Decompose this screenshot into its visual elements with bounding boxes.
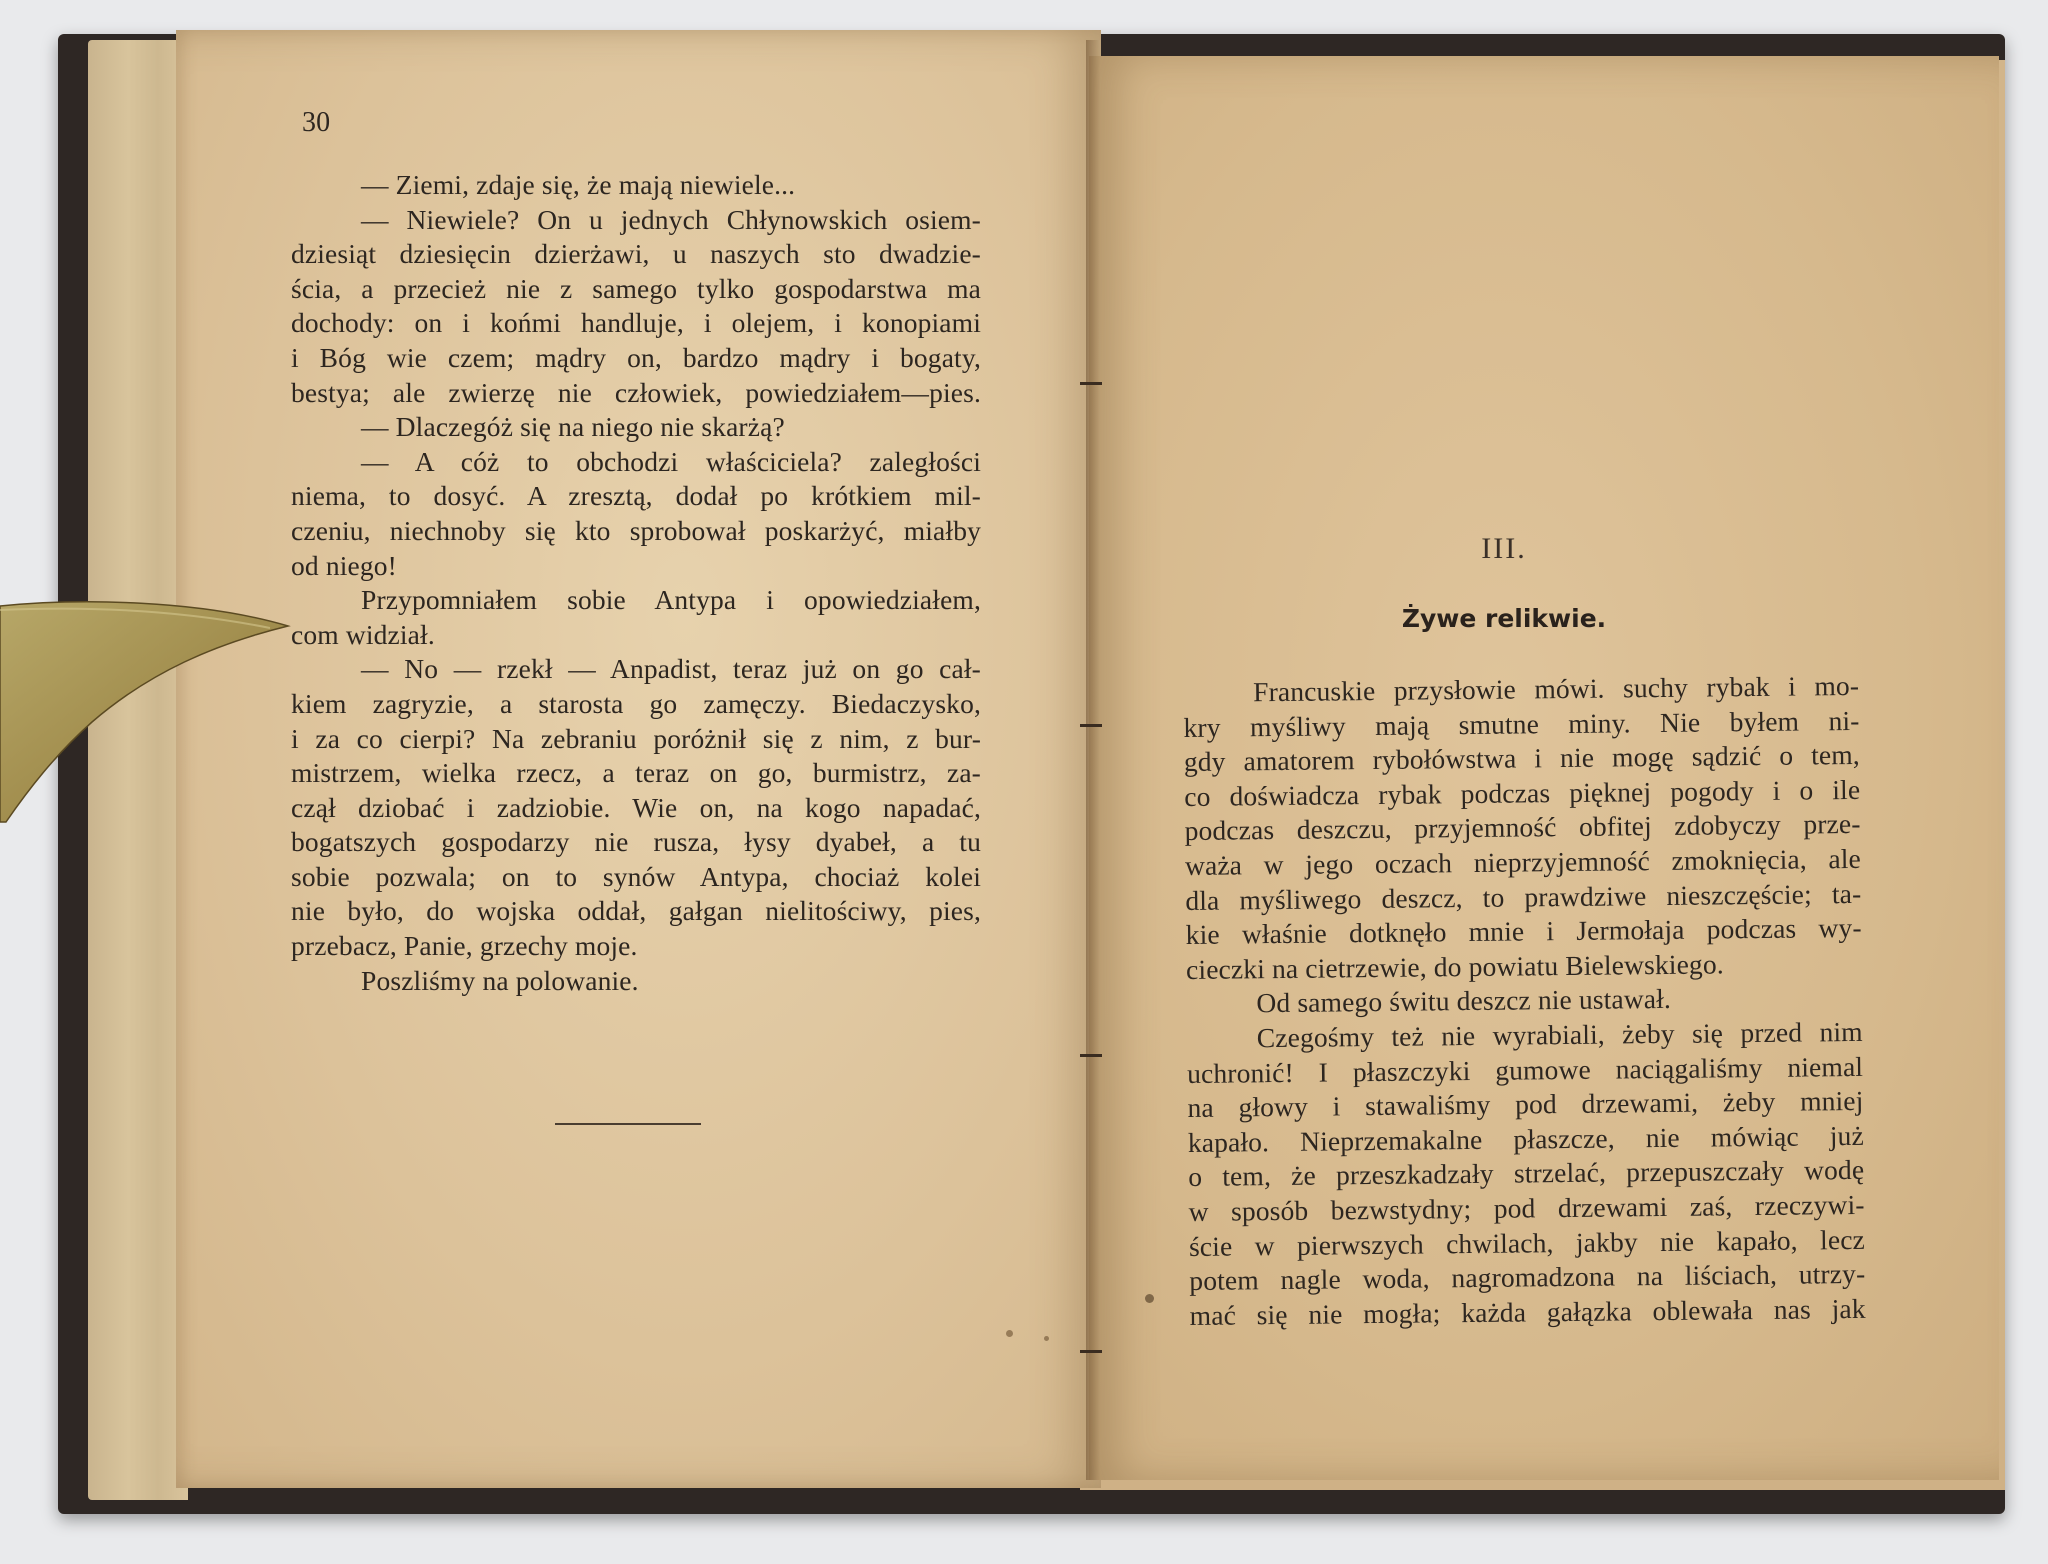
book-gutter <box>1086 40 1100 1480</box>
text-line: gdy amatorem rybołówstwa i nie mogę sądzić o tem, <box>1183 739 1861 778</box>
text-line: ścia, a przecież nie z samego tylko gospodarstwa ma <box>291 272 981 304</box>
text-line: uchronić! I płaszczyki gumowe naciągaliśmy niemal <box>1186 1050 1864 1089</box>
text-line: kiem zagryzie, a starosta go zamęczy. Biedaczysko, <box>291 687 981 719</box>
text-line: cieczki na cietrzewie, do powiatu Bielewskiego. <box>1185 948 1724 985</box>
chapter-title: Żywe relikwie. <box>1401 604 1607 633</box>
text-line: dla myśliwego deszcz, to prawdziwe nieszczęście; ta- <box>1185 877 1862 916</box>
right-page <box>1089 56 1999 1480</box>
text-line: mistrzem, wielka rzecz, a teraz on go, burmistrz, za- <box>291 757 981 789</box>
page-number: 30 <box>302 107 331 138</box>
text-line: co doświadcza rybak podczas pięknej pogody i o ile <box>1184 773 1861 812</box>
text-line: com widział. <box>291 618 435 650</box>
text-line: na głowy i stawaliśmy pod drzewami, żeby mniej <box>1187 1085 1864 1124</box>
text-line: Czegośmy też nie wyrabiali, żeby się przed nim <box>1256 1015 1863 1054</box>
text-line: — Dlaczegóż się na niego nie skarżą? <box>361 411 785 443</box>
text-line: kapało. Nieprzemakalne płaszcze, nie mówiąc już <box>1187 1119 1865 1158</box>
text-line: w sposób bezwstydny; pod drzewami zaś, rzeczywi- <box>1188 1188 1865 1227</box>
binding-stitch <box>1080 724 1102 727</box>
section-divider <box>555 1123 701 1125</box>
text-line: czeniu, niechnoby się kto sprobował poskarżyć, miałby <box>291 514 981 546</box>
text-line: Przypomniałem sobie Antypa i opowiedziałem, <box>361 584 981 616</box>
text-line: niema, to dosyć. A zresztą, dodał po krótkiem mil- <box>291 480 981 512</box>
left-page-text <box>291 168 981 998</box>
text-line: Francuskie przysłowie mówi. suchy rybak i mo- <box>1253 669 1860 708</box>
text-line: o tem, że przeszkadzały strzelać, przepuszczały wodę <box>1188 1154 1865 1193</box>
text-line: dziesiąt dziesięcin dzierżawi, u naszych sto dwadzie- <box>291 238 981 270</box>
right-page-text <box>1183 669 1866 1333</box>
text-line: mać się nie mogła; każda gałązka oblewała nas jak <box>1189 1292 1866 1331</box>
paper-spot <box>1006 1330 1013 1337</box>
binding-stitch <box>1080 1350 1102 1353</box>
text-line: nie było, do wojska oddał, gałgan nielitościwy, pies, <box>291 895 981 927</box>
text-line: przebacz, Panie, grzechy moje. <box>291 930 638 962</box>
text-line: i za co cierpi? Na zebraniu poróżnił się z nim, z bur- <box>291 722 981 754</box>
paper-spot <box>1044 1336 1049 1341</box>
text-line: bogatszych gospodarzy nie rusza, łysy dyabeł, a tu <box>291 826 981 858</box>
text-line: od niego! <box>291 549 397 581</box>
text-line: kie właśnie dotknęło mnie i Jermołaja podczas wy- <box>1185 912 1862 951</box>
text-line: podczas deszczu, przyjemność obfitej zdobyczy prze- <box>1184 808 1861 847</box>
text-line: kry myśliwy mają smutne miny. Nie byłem ni- <box>1183 704 1860 743</box>
text-line: czął dziobać i zadziobie. Wie on, na kogo napadać, <box>291 791 981 823</box>
text-line: sobie pozwala; on to synów Antypa, chociaż kolei <box>291 860 981 892</box>
left-page <box>176 30 1101 1488</box>
bookmark <box>0 590 300 830</box>
paper-spot <box>1145 1294 1154 1303</box>
text-line: Poszliśmy na polowanie. <box>361 964 639 996</box>
text-line: ście w pierwszych chwilach, jakby nie kapało, lecz <box>1188 1223 1866 1262</box>
text-line: potem nagle woda, nagromadzona na liściach, utrzy- <box>1189 1257 1866 1297</box>
chapter-number: III. <box>1481 532 1527 565</box>
text-line: — Ziemi, zdaje się, że mają niewiele... <box>361 169 796 200</box>
text-line: bestya; ale zwierzę nie człowiek, powiedziałem—pies. <box>291 376 981 408</box>
text-line: — A cóż to obchodzi właściciela? zaległości <box>361 445 981 477</box>
text-line: i Bóg wie czem; mądry on, bardzo mądry i bogaty, <box>291 341 981 373</box>
text-line: — No — rzekł — Anpadist, teraz już on go cał- <box>361 653 981 685</box>
text-line: Od samego świtu deszcz nie ustawał. <box>1256 983 1672 1019</box>
text-line: dochody: on i końmi handluje, i olejem, i konopiami <box>291 307 981 339</box>
binding-stitch <box>1080 382 1102 385</box>
binding-stitch <box>1080 1054 1102 1057</box>
text-line: — Niewiele? On u jednych Chłynowskich osiem- <box>361 203 981 235</box>
text-line: waża w jego oczach nieprzyjemność zmoknięcia, ale <box>1184 842 1862 881</box>
